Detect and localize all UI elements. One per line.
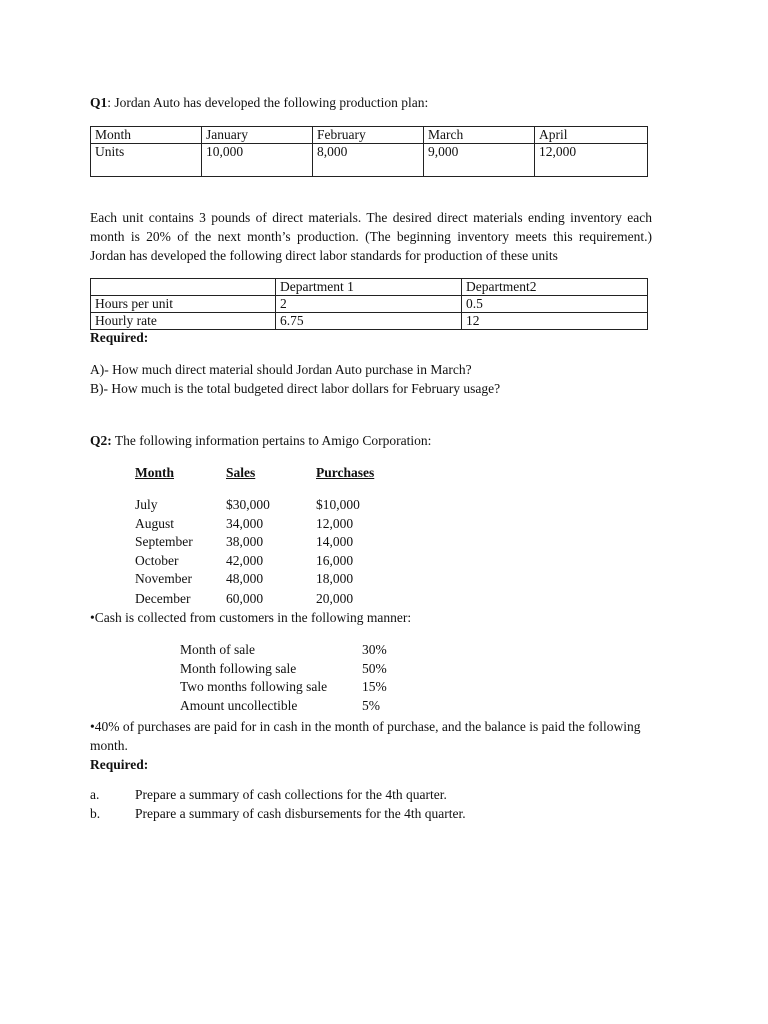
- q2-row-sales: $30,000: [226, 497, 270, 512]
- q2-required-label: Required:: [90, 757, 149, 772]
- production-month-cell: February: [313, 127, 424, 144]
- q1-label: Q1: [90, 95, 108, 110]
- q2-header-sales: Sales: [226, 465, 256, 480]
- q2-heading: [90, 432, 431, 450]
- q2-row-purchases: 14,000: [316, 534, 354, 549]
- q2-header-month: Month: [135, 465, 175, 480]
- collection-pct: 5%: [362, 698, 380, 713]
- labor-row-label: Hours per unit: [91, 296, 276, 313]
- q1-required-label: Required:: [90, 330, 149, 345]
- q2-row-sales: 48,000: [226, 571, 264, 586]
- labor-header-dept2: Department2: [462, 279, 648, 296]
- q2-intro: The following information pertains to Amigo Corporation:: [114, 433, 432, 448]
- task-text: Prepare a summary of cash collections for the 4th quarter.: [135, 787, 447, 802]
- q2-row-sales: 42,000: [226, 553, 264, 568]
- q1-paragraph: Each unit contains 3 pounds of direct materials. The desired direct materials ending inventory each month is 20% of the next month’s production. (The beginning inventory meets this requirement.) Jordan has developed the following direct labor standards for production of these units: [90, 210, 652, 263]
- q1-intro: : Jordan Auto has developed the following production plan:: [107, 95, 429, 110]
- collection-label: Amount uncollectible: [180, 698, 298, 713]
- q2-row-purchases: 20,000: [316, 591, 354, 606]
- collection-pct: 30%: [362, 642, 387, 657]
- production-units-cell: 10,000: [202, 144, 313, 177]
- labor-table: [90, 278, 648, 330]
- labor-row-label: Hourly rate: [91, 313, 276, 330]
- q2-required-heading: [90, 756, 148, 774]
- collection-pct: 50%: [362, 661, 387, 676]
- production-table: [90, 126, 648, 177]
- q1-heading: [90, 94, 428, 112]
- production-month-cell: January: [202, 127, 313, 144]
- q2-row-month: December: [135, 591, 191, 606]
- q2-row-month: July: [135, 497, 158, 512]
- labor-cell: 12: [462, 313, 648, 330]
- q2-row-sales: 60,000: [226, 591, 264, 606]
- q2-bullet-purchases: •40% of purchases are paid for in cash in the month of purchase, and the balance is paid the following month.: [90, 719, 641, 753]
- collection-label: Month following sale: [180, 661, 297, 676]
- production-month-cell: April: [535, 127, 648, 144]
- q2-row-month: November: [135, 571, 192, 586]
- q1-question-a: A)- How much direct material should Jordan Auto purchase in March?: [90, 362, 472, 377]
- q1-question-b: B)- How much is the total budgeted direct labor dollars for February usage?: [90, 381, 501, 396]
- task-marker: b.: [90, 806, 101, 821]
- q2-row-purchases: 12,000: [316, 516, 354, 531]
- labor-cell: 2: [276, 296, 462, 313]
- labor-cell: 0.5: [462, 296, 648, 313]
- collection-label: Two months following sale: [180, 679, 328, 694]
- q2-row-purchases: 18,000: [316, 571, 354, 586]
- production-month-cell: March: [424, 127, 535, 144]
- production-units-cell: 9,000: [424, 144, 535, 177]
- q1-required-heading: [90, 329, 148, 347]
- q2-bullet-collections: •Cash is collected from customers in the following manner:: [90, 610, 412, 625]
- q2-row-sales: 34,000: [226, 516, 264, 531]
- collection-pct: 15%: [362, 679, 387, 694]
- task-marker: a.: [90, 787, 100, 802]
- q2-row-month: September: [135, 534, 193, 549]
- q2-row-purchases: 16,000: [316, 553, 354, 568]
- q2-row-month: October: [135, 553, 179, 568]
- q2-header-purchases: Purchases: [316, 465, 375, 480]
- production-units-cell: 8,000: [313, 144, 424, 177]
- q2-row-purchases: $10,000: [316, 497, 360, 512]
- q2-label: Q2:: [90, 433, 112, 448]
- labor-header-dept1: Department 1: [276, 279, 462, 296]
- collection-label: Month of sale: [180, 642, 255, 657]
- production-units-cell: 12,000: [535, 144, 648, 177]
- labor-cell: 6.75: [276, 313, 462, 330]
- production-header-units: Units: [91, 144, 202, 177]
- q2-row-month: August: [135, 516, 175, 531]
- labor-header-blank: [91, 279, 276, 296]
- q2-row-sales: 38,000: [226, 534, 264, 549]
- production-header-month: Month: [91, 127, 202, 144]
- task-text: Prepare a summary of cash disbursements for the 4th quarter.: [135, 806, 466, 821]
